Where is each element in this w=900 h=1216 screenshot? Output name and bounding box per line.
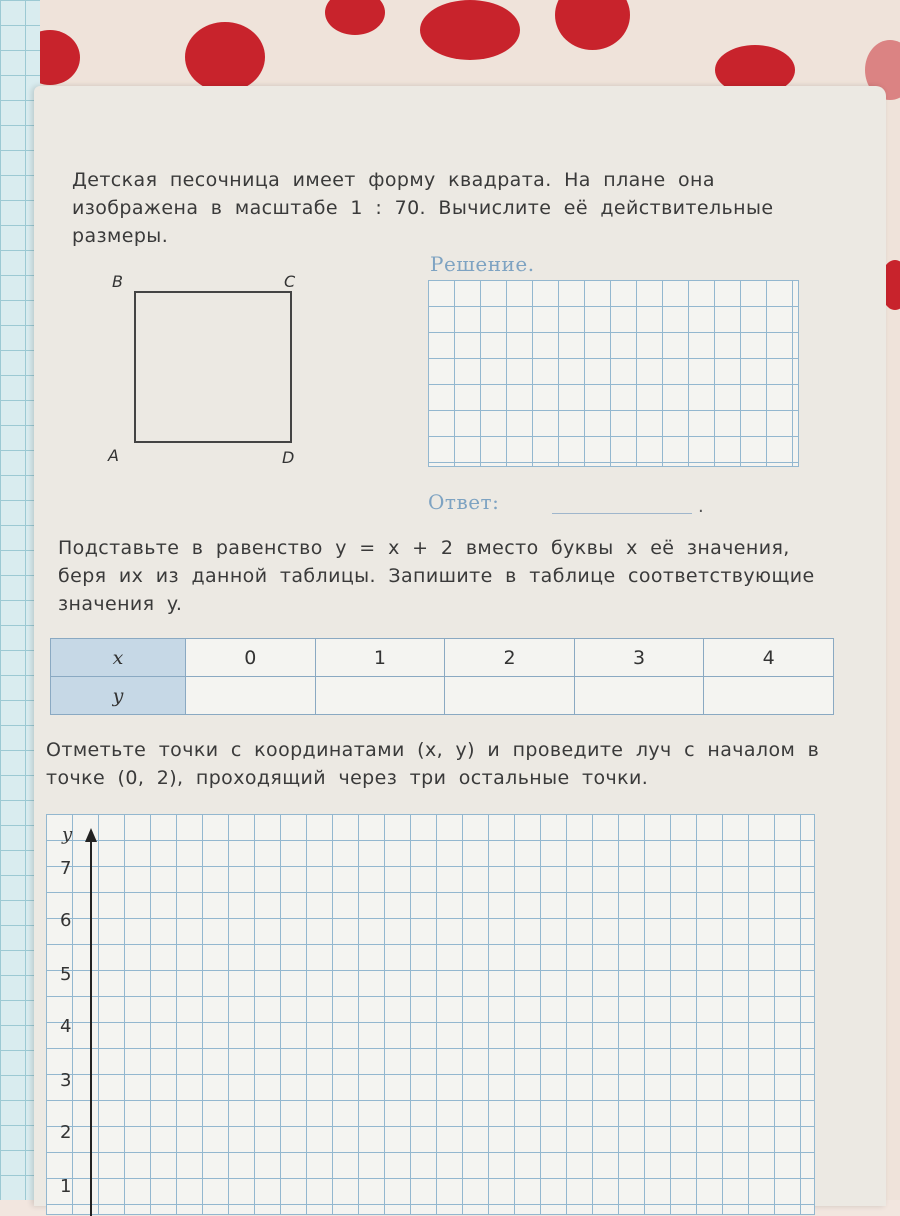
table-cell-y-input[interactable]: [315, 677, 445, 715]
tablecloth-dot: [325, 0, 385, 35]
answer-label: Ответ:: [428, 490, 500, 514]
vertex-label-c: C: [284, 272, 296, 291]
tablecloth-dot: [555, 0, 630, 50]
vertex-label-a: A: [108, 446, 119, 465]
table-cell-x: 4: [704, 639, 834, 677]
sandbox-square-figure: [134, 291, 292, 443]
answer-end-punctuation: .: [698, 496, 704, 517]
y-axis-tick-label: 4: [60, 1016, 72, 1037]
y-axis-tick-label: 2: [60, 1122, 72, 1143]
y-axis-tick-label: 3: [60, 1070, 72, 1091]
tablecloth-dot: [185, 22, 265, 92]
table-cell-x: 1: [315, 639, 445, 677]
table-row-x: [51, 639, 834, 677]
table-cell-y-input[interactable]: [704, 677, 834, 715]
answer-blank-line[interactable]: [552, 513, 692, 514]
y-axis-tick-label: 6: [60, 910, 72, 931]
table-row-y: [51, 677, 834, 715]
y-axis-tick-label: 1: [60, 1176, 72, 1197]
coordinate-plot-grid[interactable]: [46, 814, 815, 1215]
table-cell-y-input[interactable]: [574, 677, 704, 715]
solution-label: Решение.: [430, 252, 535, 276]
solution-grid[interactable]: [428, 280, 799, 467]
y-axis-tick-label: 5: [60, 964, 72, 985]
xy-values-table: [50, 638, 834, 715]
y-axis-arrow-icon: [85, 828, 97, 842]
y-axis-line: [90, 836, 92, 1216]
table-header-x: x: [51, 639, 186, 677]
table-header-y: y: [51, 677, 186, 715]
table-cell-y-input[interactable]: [445, 677, 575, 715]
vertex-label-b: B: [112, 272, 123, 291]
table-cell-x: 2: [445, 639, 575, 677]
task3-text: Отметьте точки с координатами (x, y) и проведите луч с началом в точке (0, 2), проходящий через три остальные точки.: [46, 739, 820, 789]
y-axis-label: y: [62, 824, 73, 845]
task2-text: Подставьте в равенство y = x + 2 вместо буквы x её значения, беря их из данной таблицы. Запишите в таблице соответствующие значения y.: [58, 537, 815, 615]
table-cell-x: 3: [574, 639, 704, 677]
table-cell-y-input[interactable]: [186, 677, 316, 715]
tablecloth-dot: [420, 0, 520, 60]
vertex-label-d: D: [282, 448, 295, 467]
table-cell-x: 0: [186, 639, 316, 677]
y-axis-tick-label: 7: [60, 858, 72, 879]
workbook-page: [34, 86, 886, 1206]
task1-text: Детская песочница имеет форму квадрата. На плане она изображена в масштабе 1 : 70. Вычислите её действительные размеры.: [72, 169, 774, 247]
